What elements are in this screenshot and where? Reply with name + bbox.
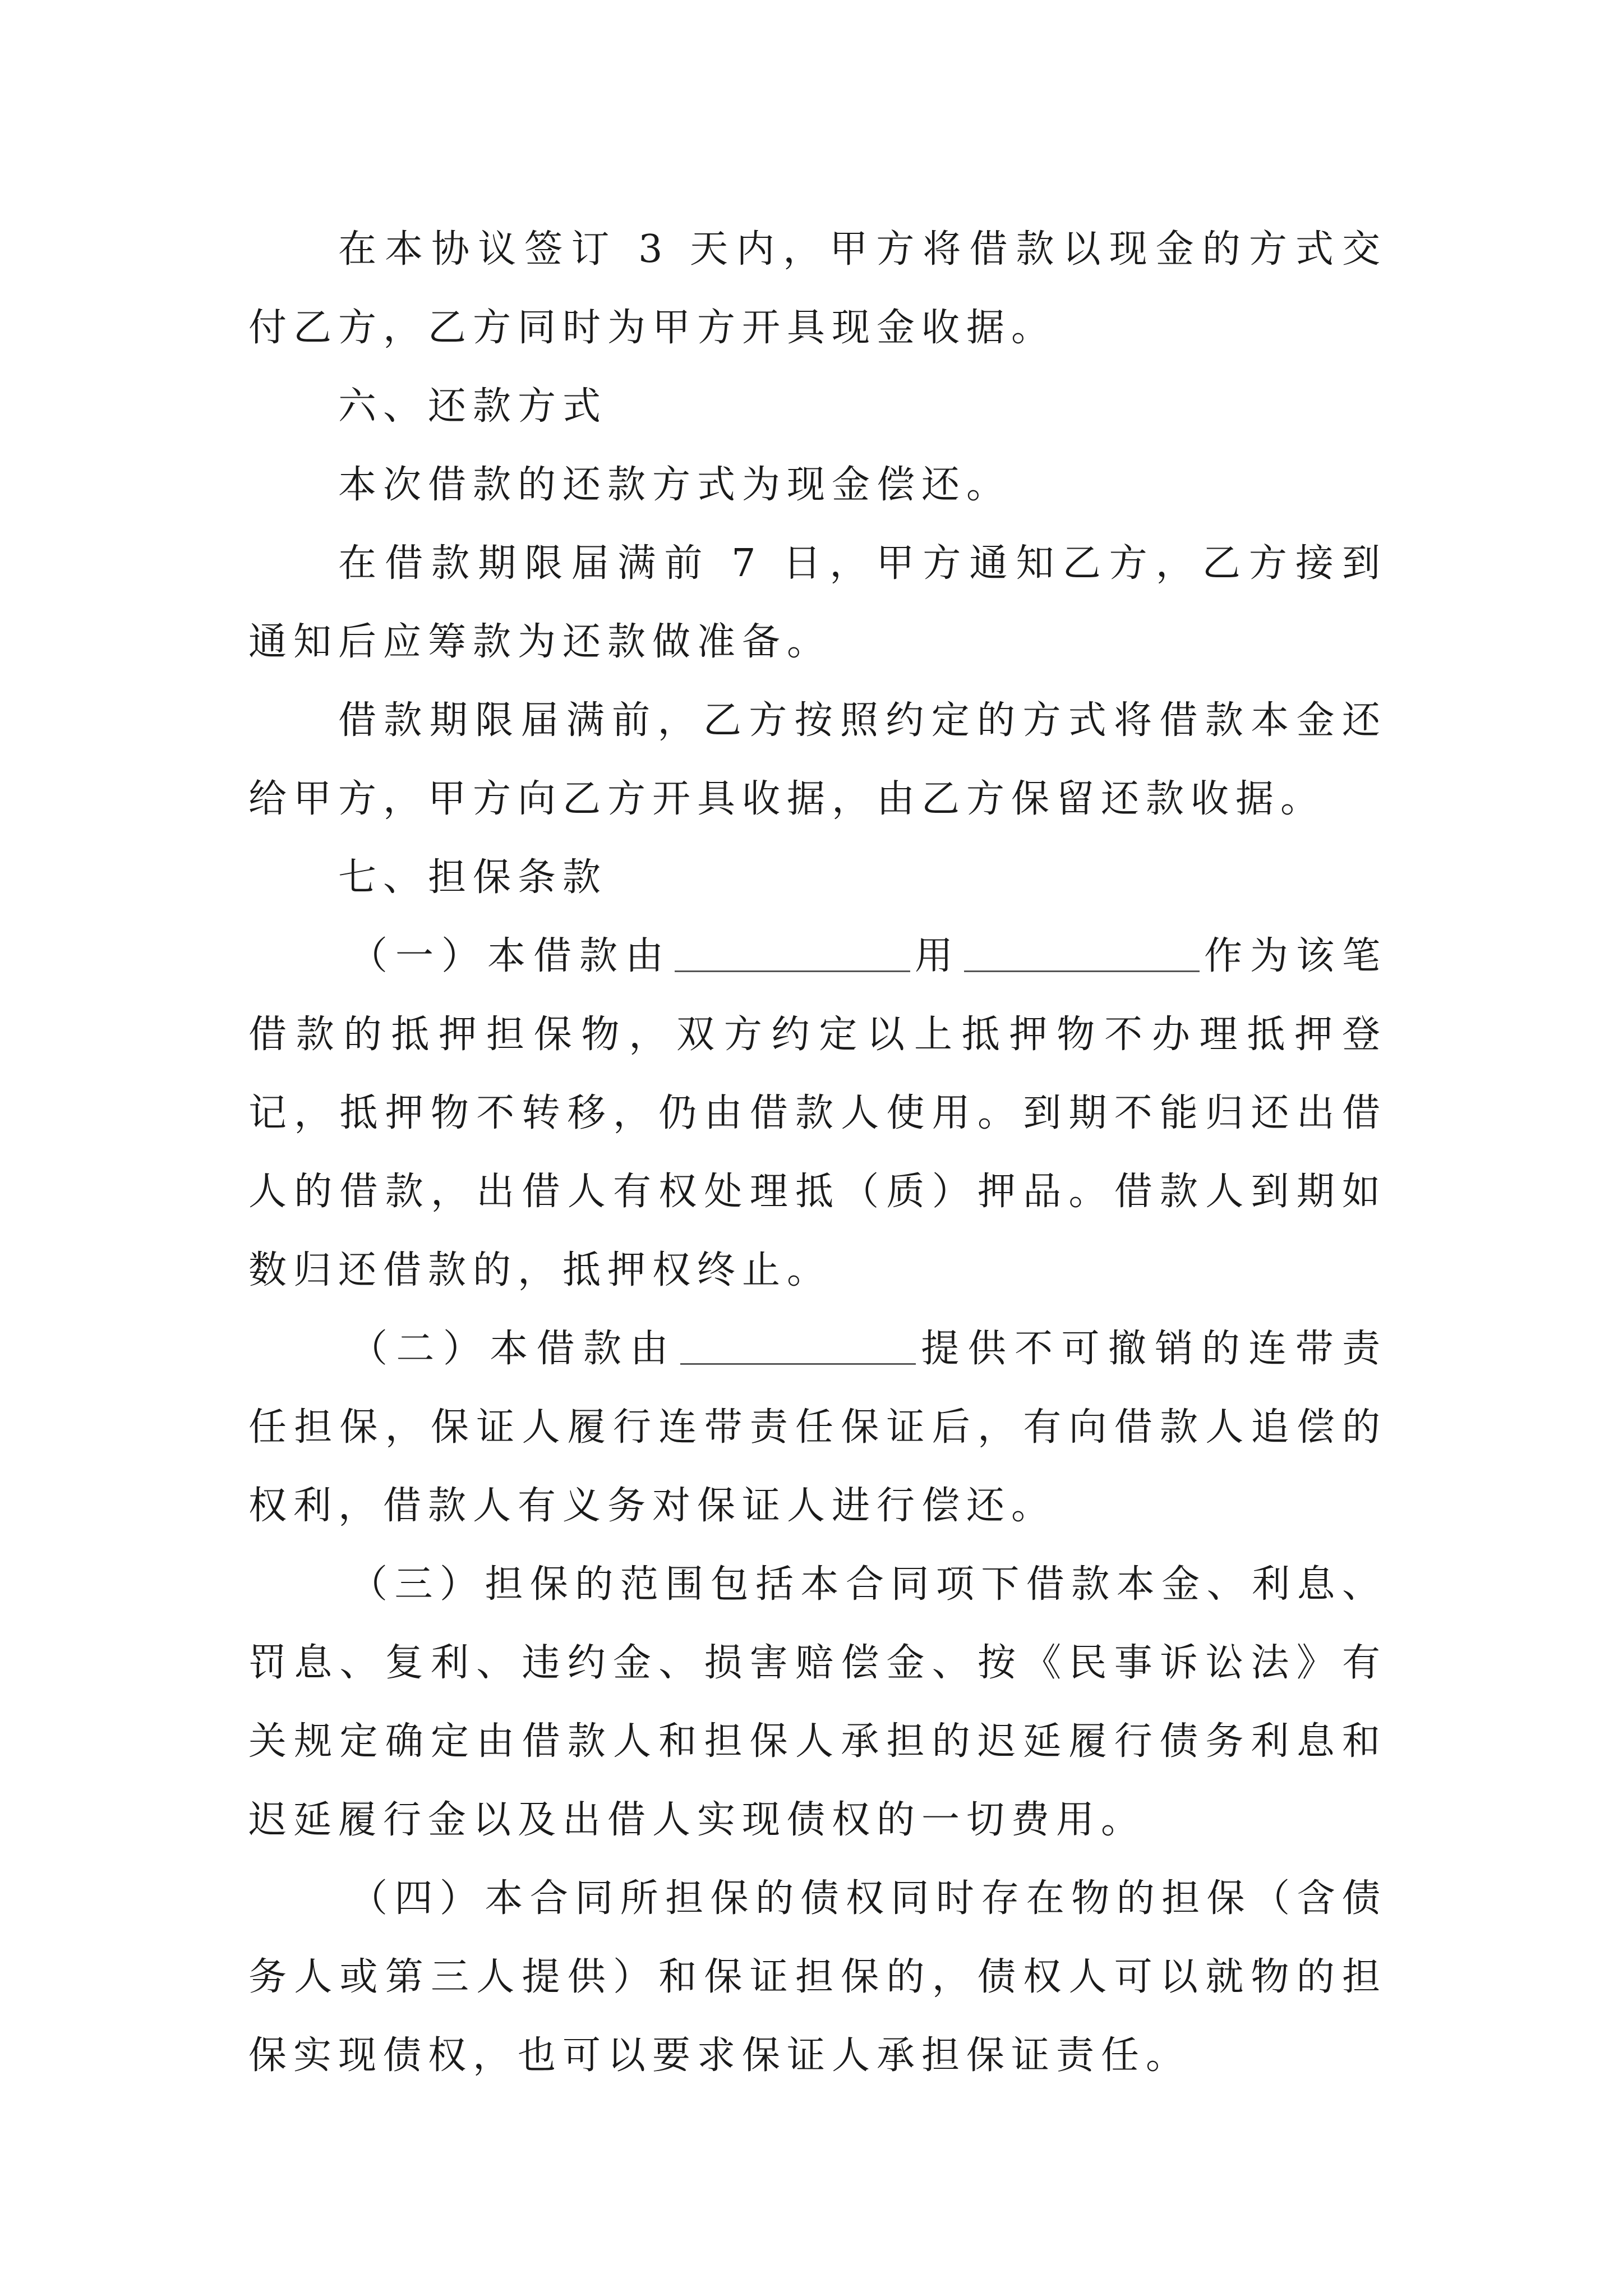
clause-4-guarantee-priority: （四）本合同所担保的债权同时存在物的担保（含债务人或第三人提供）和保证担保的，债权人可以就物的担保实现债权，也可以要求保证人承担保证责任。 <box>248 1876 1387 2078</box>
clause-1-text-b: 用 <box>913 934 961 978</box>
clause-2-text-a: （二）本借款由 <box>349 1327 677 1371</box>
repayment-receipt-paragraph: 借款期限届满前，乙方按照约定的方式将借款本金还给甲方，甲方向乙方开具收据，由乙方保留还款收据。 <box>248 698 1387 821</box>
section-heading-repayment: 六、还款方式 <box>338 384 608 429</box>
section-heading-guarantee: 七、担保条款 <box>338 855 608 900</box>
clause-1-mortgage <box>248 917 1387 1310</box>
clause-3-guarantee-scope: （三）担保的范围包括本合同项下借款本金、利息、罚息、复利、违约金、损害赔偿金、按《民事诉讼法》有关规定确定由借款人和担保人承担的迟延履行债务利息和迟延履行金以及出借人实现债权的一切费用。 <box>248 1562 1387 1842</box>
blank-field-collateral[interactable] <box>964 931 1200 972</box>
blank-field-mortgagor[interactable] <box>675 931 910 972</box>
repayment-method-paragraph: 本次借款的还款方式为现金偿还。 <box>338 463 1012 507</box>
document-body <box>248 210 1387 2095</box>
clause-1-text-c: 作为该笔借款的抵押担保物，双方约定以上抵押物不办理抵押登记，抵押物不转移，仍由借款人使用。到期不能归还出借人的借款，出借人有权处理抵（质）押品。借款人到期如数归还借款的，抵押权终止。 <box>248 934 1387 1292</box>
payment-delivery-paragraph: 在本协议签订 3 天内，甲方将借款以现金的方式交付乙方，乙方同时为甲方开具现金收据。 <box>248 227 1387 350</box>
blank-field-guarantor[interactable] <box>680 1324 916 1365</box>
notice-paragraph: 在借款期限届满前 7 日，甲方通知乙方，乙方接到通知后应筹款为还款做准备。 <box>248 541 1387 664</box>
clause-2-joint-liability <box>248 1310 1387 1545</box>
clause-2-text-b: 提供不可撤销的连带责任担保，保证人履行连带责任保证后，有向借款人追偿的权利，借款人有义务对保证人进行偿还。 <box>248 1327 1387 1528</box>
clause-1-text-a: （一）本借款由 <box>349 934 671 978</box>
